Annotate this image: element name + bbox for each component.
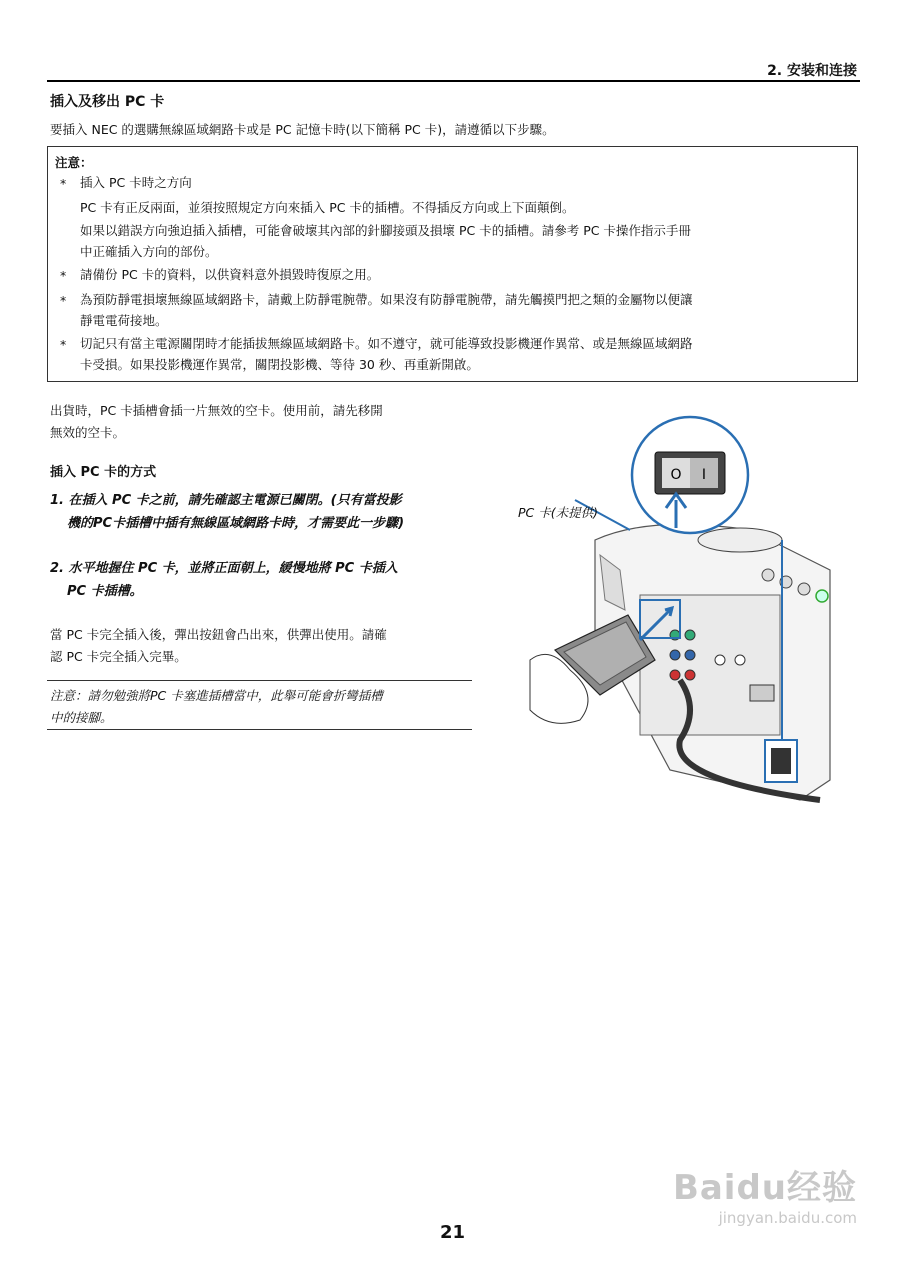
note-item: [80, 289, 693, 331]
after-insert-line: 當 PC 卡完全插入後，彈出按鈕會凸出來，供彈出使用。請確: [50, 627, 387, 642]
section-header: 2. 安装和连接: [767, 63, 857, 79]
illustration-svg: [500, 410, 840, 810]
caution-line: 注意：請勿勉強將PC 卡塞進插槽當中，此舉可能會折彎插槽: [50, 688, 383, 703]
watermark: [673, 1160, 857, 1227]
note-line: 切記只有當主電源關閉時才能插拔無線區域網路卡。如不遵守，就可能導致投影機運作異常、或是無線區域網路: [80, 336, 693, 351]
section-title: 插入及移出 PC 卡: [50, 94, 165, 110]
button-3: [798, 583, 810, 595]
note-bullet-star: *: [60, 293, 67, 308]
note-bullet-star: *: [60, 268, 67, 283]
vga-port: [750, 685, 774, 701]
note-bullet-star: *: [60, 176, 67, 191]
step-line: 機的PC卡插槽中插有無線區域網路卡時，才需要此一步驟): [67, 516, 405, 531]
note-item: [80, 333, 693, 375]
page-number: 21: [439, 1222, 466, 1243]
shipping-line: 出貨時，PC 卡插槽會插一片無效的空卡。使用前，請先移開: [50, 403, 383, 418]
note-line: 插入 PC 卡時之方向: [80, 175, 192, 190]
header-rule: [47, 80, 860, 82]
note-title: 注意：: [55, 155, 93, 170]
step-1: [50, 489, 404, 535]
rca-green-2: [685, 630, 695, 640]
switch-on-label: I: [701, 467, 707, 483]
intro-text: 要插入 NEC 的選購無線區域網路卡或是 PC 記憶卡時(以下簡稱 PC 卡)，請遵循以下步驟。: [50, 122, 555, 137]
switch-off-label: O: [670, 467, 682, 483]
note-item: [80, 264, 379, 285]
after-insert-text: [50, 624, 387, 668]
shipping-text: [50, 400, 383, 444]
rca-red-2: [685, 670, 695, 680]
card-label: PC 卡(未提供): [518, 505, 598, 520]
step-line: 1. 在插入 PC 卡之前，請先確認主電源已關閉。(只有當投影: [50, 493, 402, 508]
note-line: PC 卡有正反兩面，並須按照規定方向來插入 PC 卡的插槽。不得插反方向或上下面顛倒。: [80, 200, 575, 215]
note-bullet-star: *: [60, 337, 67, 352]
rca-blue-2: [685, 650, 695, 660]
projector-illustration: [500, 410, 840, 810]
step-line: 2. 水平地握住 PC 卡，並將正面朝上，緩慢地將 PC 卡插入: [50, 561, 398, 576]
caution-top-rule: [47, 680, 472, 681]
watermark-url: jingyan.baidu.com: [718, 1209, 857, 1227]
audio-jack: [715, 655, 725, 665]
note-line: 請備份 PC 卡的資料，以供資料意外損毀時復原之用。: [80, 267, 380, 282]
note-line: 如果以錯誤方向強迫插入插槽，可能會破壞其內部的針腳接頭及損壞 PC 卡的插槽。請參考 PC 卡操作指示手冊: [80, 223, 691, 238]
note-item: [80, 172, 192, 193]
step-2: [50, 557, 398, 603]
note-item: [80, 220, 691, 262]
rca-red: [670, 670, 680, 680]
after-insert-line: 認 PC 卡完全插入完畢。: [50, 649, 187, 664]
control-pad: [698, 528, 782, 552]
note-item: [80, 197, 574, 218]
watermark-brand: Baidu经验: [672, 1168, 857, 1208]
shipping-line: 無效的空卡。: [50, 425, 126, 440]
note-line: 中正確插入方向的部份。: [80, 244, 218, 259]
note-line: 為預防靜電損壞無線區域網路卡，請戴上防靜電腕帶。如果沒有防靜電腕帶，請先觸摸門把之類的金屬物以便讓: [80, 292, 693, 307]
method-title: 插入 PC 卡的方式: [50, 465, 157, 480]
button-1: [762, 569, 774, 581]
button-4: [816, 590, 828, 602]
caution-line: 中的接腳。: [50, 710, 113, 725]
audio-jack-2: [735, 655, 745, 665]
note-line: 卡受損。如果投影機運作異常，關閉投影機、等待 30 秒、再重新開啟。: [80, 357, 479, 372]
main-switch: [771, 748, 791, 774]
caution-text: [50, 685, 383, 729]
note-line: 靜電電荷接地。: [80, 313, 168, 328]
connector-panel: [640, 595, 780, 735]
rca-blue: [670, 650, 680, 660]
step-line: PC 卡插槽。: [67, 584, 143, 599]
caution-bottom-rule: [47, 729, 472, 730]
